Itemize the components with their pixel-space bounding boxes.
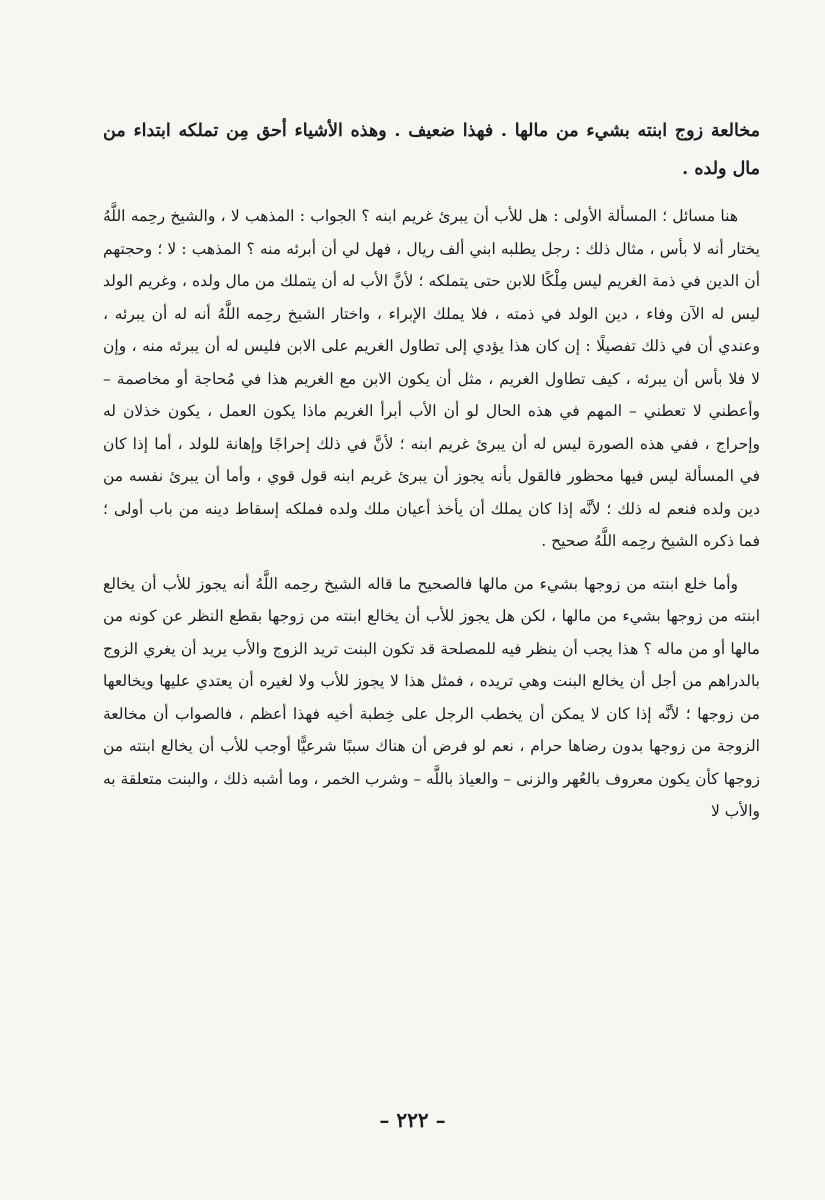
lead-paragraph: مخالعة زوج ابنته بشيء من مالها . فهذا ضعيف . وهذه الأشياء أحق مِن تملكه ابتداء من مال ولده . bbox=[103, 121, 760, 179]
page-number: – ٢٢٢ – bbox=[379, 1108, 446, 1132]
paragraph-1: هنا مسائل ؛ المسألة الأولى : هل للأب أن يبرئ غريم ابنه ؟ الجواب : المذهب لا ، والشيخ رحِمه اللَّهُ يختار أنه لا بأس ، مثال ذلك : رجل يطلبه ابني ألف ريال ، فهل لي أن أبرئه منه ؟ المذهب : لا ؛ وحجتهم أن الدين في ذمة الغريم ليس مِلْكًا للابن حتى يتملكه ؛ لأنَّ الأب له أن يتملك من مال ولده ، وغريم الولد ليس له الآن وفاء ، دين الولد في ذمته ، فلا يملك الإبراء ، واختار الشيخ رحِمه اللَّهُ أنه له أن يبرئه ، وعندي أن في ذلك تفصيلًا : إن كان هذا يؤدي إلى تطاول الغريم على الابن فليس له أن يبرئه منه ، وإن لا فلا بأس أن يبرئه ، كيف تطاول الغريم ، مثل أن يكون الابن مع الغريم هذا في مُحاجة أو مخاصمة – وأعطني لا تعطني – المهم في هذه الحال لو أن الأب أبرأ الغريم ماذا يكون العمل ، يكون خذلان له وإحراج ، ففي هذه الصورة ليس له أن يبرئ غريم ابنه ؛ لأنَّ في ذلك إحراجًا وإهانة للولد ، أما إذا كان في المسألة ليس فيها محظور فالقول بأنه يجوز أن يبرئ غريم ابنه قول قوي ، وأما أن يبرئ نفسه من دين ولده فنعم له ذلك ؛ لأنَّه إذا كان يملك أن يأخذ أعيان ملك ولده فملكه إسقاط دينه من باب أولى ؛ فما ذكره الشيخ رحِمه اللَّهُ صحيح . bbox=[103, 207, 760, 550]
text-body bbox=[103, 112, 760, 838]
paragraph-2: وأما خلع ابنته من زوجها بشيء من مالها فالصحيح ما قاله الشيخ رحِمه اللَّهُ أنه يجوز للأب أن يخالع ابنته من زوجها بشيء من مالها ، لكن هل يجوز للأب أن يخالع ابنته من زوجها بقطع النظر عن كونه من مالها أو من ماله ؟ هذا يجب أن ينظر فيه للمصلحة قد تكون البنت تريد الزوج والأب يريد أن يغري الزوج بالدراهم من أجل أن يخالع البنت وهي تريده ، فمثل هذا لا يجوز للأب ولا لغيره أن يعتدي عليها ويخالعها من زوجها ؛ لأنَّه إذا كان لا يمكن أن يخطب الرجل على خِطبة أخيه فهذا أعظم ، فالصواب أن مخالعة الزوجة من زوجها بدون رضاها حرام ، نعم لو فرض أن هناك سببًا شرعيًّا أوجب للأب أن يخالع ابنته من زوجها كأن يكون معروف بالعُهر والزنى – والعياذ باللَّه – وشرب الخمر ، وما أشبه ذلك ، والبنت متعلقة به والأب لا bbox=[103, 574, 760, 820]
